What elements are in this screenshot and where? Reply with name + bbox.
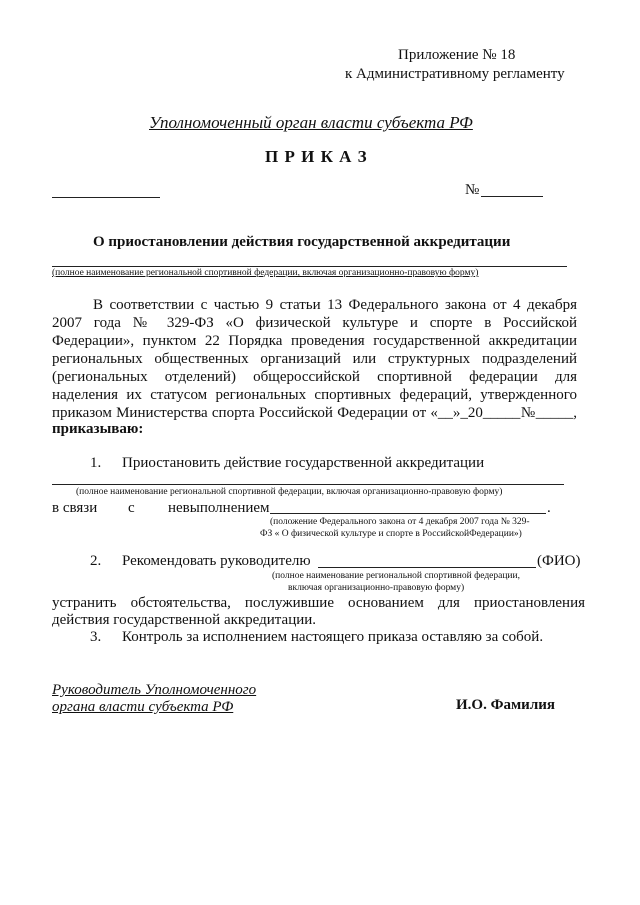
appendix-number: Приложение № 18 <box>398 47 516 63</box>
item-2-text: Рекомендовать руководителю <box>122 553 311 569</box>
item-1-federation-caption: (полное наименование региональной спортивной федерации, включая организационно-правовую форму) <box>76 487 503 497</box>
preamble-line-6: наделения их статусом региональных спортивных федераций, утвержденного <box>52 387 577 403</box>
signatory-role-line-1: Руководитель Уполномоченного <box>52 682 257 698</box>
preamble-line-3: Федерации», пунктом 22 Порядка проведения государственной аккредитации <box>52 333 577 349</box>
authority-name: Уполномоченный орган власти субъекта РФ <box>149 113 473 132</box>
preamble-line-5: (региональных отделений) общероссийской спортивной федерации для <box>52 369 577 385</box>
order-number-label: № <box>465 182 480 198</box>
item-1-connect-b: с <box>128 500 135 516</box>
item-2-fio-label: (ФИО) <box>537 553 581 569</box>
decree-word: приказываю: <box>52 421 144 437</box>
item-1-federation-line <box>52 484 564 485</box>
item-1-number: 1. <box>90 455 102 471</box>
item-1-text: Приостановить действие государственной аккредитации <box>122 455 485 471</box>
order-title: П Р И К А З <box>265 147 368 166</box>
date-blank-line <box>52 197 160 198</box>
preamble-line-2: 2007 года № 329-ФЗ «О физической культуре и спорте в Российской <box>52 315 577 331</box>
item-1-law-caption-1: (положение Федерального закона от 4 декабря 2007 года № 329- <box>270 517 530 527</box>
signatory-role-line-2: органа власти субъекта РФ <box>52 699 234 715</box>
item-3-number: 3. <box>90 629 102 645</box>
preamble-line-1: В соответствии с частью 9 статьи 13 Федерального закона от 4 декабря <box>93 297 577 313</box>
item-2-fio-line <box>318 567 536 568</box>
item-1-connect-c: невыполнением <box>168 500 270 516</box>
item-2-number: 2. <box>90 553 102 569</box>
signatory-name: И.О. Фамилия <box>456 697 556 713</box>
item-1-law-caption-2: ФЗ « О физической культуре и спорте в РоссийскойФедерации») <box>260 529 522 539</box>
order-number-blank <box>481 196 543 197</box>
item-2-caption-1: (полное наименование региональной спортивной федерации, <box>272 571 520 581</box>
preamble-line-4: региональных общественных организаций или структурных подразделений <box>52 351 577 367</box>
federation-name-caption: (полное наименование региональной спортивной федерации, включая организационно-правовую форму) <box>52 268 479 278</box>
item-2-line-1: устранить обстоятельства, послужившие основанием для приостановления <box>52 595 585 611</box>
item-3-text: Контроль за исполнением настоящего приказа оставляю за собой. <box>122 629 544 645</box>
item-1-law-line <box>270 513 546 514</box>
appendix-reference: к Административному регламенту <box>345 66 565 82</box>
order-subject: О приостановлении действия государственной аккредитации <box>93 234 511 250</box>
item-2-caption-2: включая организационно-правовую форму) <box>288 583 465 593</box>
preamble-line-7: приказом Министерства спорта Российской Федерации от «__»_20_____№_____, <box>52 405 577 421</box>
item-1-connect-a: в связи <box>52 500 98 516</box>
item-2-line-2: действия государственной аккредитации. <box>52 612 317 628</box>
